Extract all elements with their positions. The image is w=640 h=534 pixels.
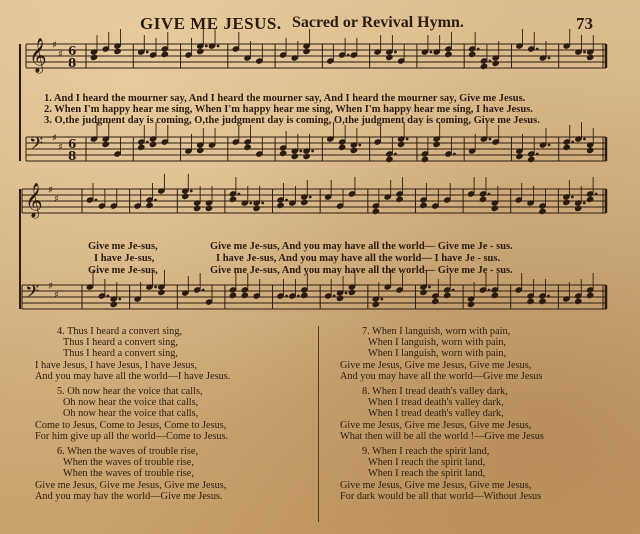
note-head <box>575 293 582 299</box>
note-head <box>194 287 201 293</box>
verse-line: 5. Oh now hear the voice that calls, <box>57 386 203 398</box>
note-head <box>161 51 168 57</box>
note-head <box>587 54 594 60</box>
dot <box>95 199 97 201</box>
verse-line: When I languish, worn with pain, <box>368 337 507 349</box>
note-head <box>587 292 594 298</box>
note-head <box>90 54 97 60</box>
dot <box>347 54 349 56</box>
verses-left-column <box>35 326 230 506</box>
dot <box>107 295 109 297</box>
page-number: 73 <box>576 14 593 33</box>
note-head <box>421 151 428 157</box>
note-head <box>468 301 475 307</box>
note-head <box>563 139 570 145</box>
sharp-icon: ♯ <box>52 133 57 144</box>
note-head <box>244 139 251 145</box>
note-head <box>253 293 260 299</box>
note-head <box>197 147 204 153</box>
note-head <box>396 287 403 293</box>
note-head <box>587 147 594 153</box>
verse-line: Give me Jesus, Give me Jesus, Give me Jesus, <box>340 479 532 491</box>
note-head <box>256 58 263 64</box>
bass-clef-icon: 𝄢 <box>25 282 40 307</box>
dot <box>262 202 264 204</box>
dot <box>298 295 300 297</box>
note-head <box>146 197 153 203</box>
dot <box>477 48 479 50</box>
dot <box>584 138 586 140</box>
note-head <box>515 197 522 203</box>
verse-line: When I tread death's valley dark, <box>368 408 504 420</box>
dot <box>406 138 408 140</box>
note-head <box>539 208 546 214</box>
note-head <box>563 144 570 150</box>
note-head <box>182 193 189 199</box>
system2-lyrics-right <box>210 241 513 277</box>
verse-line: 4. Thus I heard a convert sing, <box>57 326 183 337</box>
note-head <box>161 139 168 145</box>
note-head <box>374 139 381 145</box>
time-signature-top: 6 <box>68 44 77 58</box>
verse-line: When the waves of trouble rise, <box>63 457 194 469</box>
dot <box>489 138 491 140</box>
bass-clef-icon: 𝄢 <box>29 134 44 159</box>
note-head <box>491 292 498 298</box>
note-head <box>149 52 156 58</box>
note-head <box>158 289 165 295</box>
dot <box>202 289 204 291</box>
note-head <box>280 52 287 58</box>
lyric-line-2: 2. When I'm happy hear me sing, When I'm happy hear me sing, When I'm happy hear me sing, I have Jesus. <box>44 104 533 115</box>
dot <box>119 298 121 300</box>
verse-6 <box>35 446 230 502</box>
dot <box>429 286 431 288</box>
note-head <box>280 145 287 151</box>
verse-line: For him give up all the world—Come to Jesus. <box>35 430 229 442</box>
note-head <box>86 197 93 203</box>
dot <box>155 286 157 288</box>
note-head <box>161 46 168 52</box>
note-head <box>229 287 236 293</box>
lyric-line-3: 3. O,the judgment day is coming, O,the judgment day is coming, O,the judgment day is coming, Give me Jesus. <box>44 115 540 126</box>
note-head <box>492 60 499 66</box>
note-head <box>138 144 145 150</box>
note-head <box>433 141 440 147</box>
note-head <box>420 289 427 295</box>
dot <box>489 60 491 62</box>
verse-line: When the waves of trouble rise, <box>63 468 194 480</box>
dot <box>595 193 597 195</box>
note-head <box>114 48 121 54</box>
note-head <box>241 292 248 298</box>
note-head <box>469 46 476 52</box>
note-head <box>229 292 236 298</box>
note-head <box>386 54 393 60</box>
note-head <box>303 153 310 159</box>
note-head <box>575 298 582 304</box>
note-head <box>348 191 355 197</box>
note-head <box>445 46 452 52</box>
verse-line: 7. When I languish, worn with pain, <box>362 326 511 337</box>
note-head <box>527 298 534 304</box>
refrain-lyric-3b: Give me Je-sus, And you may have all the world— Give me Je - sus. <box>210 265 513 276</box>
dot <box>548 144 550 146</box>
note-head <box>110 301 117 307</box>
lyric-line-1: 1. And I heard the mourner say, And I heard the mourner say, And I heard the mourner say, Give me Jesus. <box>44 93 526 104</box>
note-head <box>468 191 475 197</box>
note-head <box>445 151 452 157</box>
verse-line: For dark would be all that world—Without Jesus <box>340 490 542 502</box>
system2-lyrics-left <box>88 241 158 277</box>
note-head <box>528 46 535 52</box>
note-head <box>205 299 212 305</box>
note-head <box>491 205 498 211</box>
dot <box>217 45 219 47</box>
sharp-icon: ♯ <box>48 281 53 292</box>
refrain-lyric-3a: Give me Je-sus, <box>88 265 158 276</box>
note-head <box>244 144 251 150</box>
note-head <box>396 191 403 197</box>
note-head <box>336 203 343 209</box>
dot <box>548 57 550 59</box>
sharp-icon: ♯ <box>52 40 57 51</box>
dot <box>536 153 538 155</box>
note-head <box>516 153 523 159</box>
dot <box>333 295 335 297</box>
note-head <box>420 197 427 203</box>
note-head <box>398 58 405 64</box>
note-head <box>587 191 594 197</box>
dot <box>359 144 361 146</box>
dot <box>536 48 538 50</box>
verse-line: 8. When I tread death's valley dark, <box>362 386 508 398</box>
system1-lyrics <box>44 93 604 126</box>
verse-8 <box>340 386 544 442</box>
note-head <box>386 156 393 162</box>
verse-line: And you may hav the world—Give me Jesus. <box>35 490 223 502</box>
dot <box>571 196 573 198</box>
note-head <box>146 202 153 208</box>
note-head <box>372 208 379 214</box>
refrain-lyric-1a: Give me Je-sus, <box>88 241 158 252</box>
dot <box>572 141 574 143</box>
note-head <box>420 202 427 208</box>
verse-line: And you may have all the world—Give me Jesus <box>340 370 543 382</box>
note-head <box>149 141 156 147</box>
note-head <box>301 199 308 205</box>
verse-line: And you may have all the world—I have Jesus. <box>35 370 231 382</box>
verse-line: Give me Jesus, Give me Jesus, Give me Jesus, <box>340 419 532 431</box>
note-head <box>539 298 546 304</box>
dot <box>548 295 550 297</box>
dot <box>205 45 207 47</box>
note-head <box>339 144 346 150</box>
note-head <box>241 287 248 293</box>
note-head <box>444 197 451 203</box>
note-head <box>339 139 346 145</box>
note-head <box>185 52 192 58</box>
note-head <box>114 151 121 157</box>
note-head <box>336 295 343 301</box>
note-head <box>138 139 145 145</box>
note-head <box>432 203 439 209</box>
dot <box>250 202 252 204</box>
note-head <box>587 287 594 293</box>
note-head <box>480 58 487 64</box>
note-head <box>325 293 332 299</box>
note-head <box>539 203 546 209</box>
note-head <box>492 139 499 145</box>
dot <box>584 51 586 53</box>
dot <box>309 196 311 198</box>
note-head <box>432 293 439 299</box>
note-head <box>539 293 546 299</box>
note-head <box>301 287 308 293</box>
dot <box>190 190 192 192</box>
time-signature-bottom: 8 <box>68 149 77 163</box>
note-head <box>398 141 405 147</box>
note-head <box>303 48 310 54</box>
note-head <box>386 151 393 157</box>
dot <box>345 292 347 294</box>
note-head <box>421 156 428 162</box>
note-head <box>277 293 284 299</box>
note-head <box>229 191 236 197</box>
note-head <box>527 293 534 299</box>
verse-line: 9. When I reach the spirit land, <box>362 446 490 458</box>
verse-line: Give me Jesus, Give me Jesus, Give me Jesus, <box>35 479 227 491</box>
note-head <box>469 51 476 57</box>
refrain-lyric-1b: Give me Je-sus, And you may have all the world— Give me Je - sus. <box>210 241 513 252</box>
dot <box>454 153 456 155</box>
hymn-title: GIVE ME JESUS. <box>140 14 282 33</box>
note-head <box>280 150 287 156</box>
note-head <box>372 301 379 307</box>
verse-line: Oh now hear the voice that calls, <box>63 397 199 409</box>
dot <box>394 153 396 155</box>
verse-line: When I tread death's valley dark, <box>368 397 504 409</box>
note-head <box>396 196 403 202</box>
note-head <box>444 287 451 293</box>
dot <box>286 295 288 297</box>
verse-line: What then will be all the world !—Give me Jesus <box>340 430 544 442</box>
note-head <box>479 191 486 197</box>
dot <box>488 289 490 291</box>
verses-right-column <box>340 326 544 506</box>
note-head <box>528 156 535 162</box>
note-head <box>444 292 451 298</box>
verse-line: When I reach the spirit land, <box>368 468 486 480</box>
note-head <box>102 141 109 147</box>
note-head <box>339 52 346 58</box>
note-head <box>479 196 486 202</box>
dot <box>312 150 314 152</box>
verse-line: I have Jesus, I have Jesus, I have Jesus, <box>35 359 198 371</box>
note-head <box>432 298 439 304</box>
note-head <box>289 293 296 299</box>
note-head <box>348 289 355 295</box>
verse-line: When I reach the spirit land, <box>368 457 486 469</box>
verse-line: Give me Jesus, Give me Jesus, Give me Jesus, <box>340 359 532 371</box>
hymn-subtitle: Sacred or Revival Hymn. <box>292 14 464 31</box>
note-head <box>232 46 239 52</box>
verse-line: Thus I heard a convert sing, <box>63 348 178 360</box>
dot <box>146 141 148 143</box>
note-head <box>98 203 105 209</box>
note-head <box>327 58 334 64</box>
note-head <box>515 287 522 293</box>
note-head <box>575 205 582 211</box>
note-head <box>98 293 105 299</box>
note-head <box>194 205 201 211</box>
verse-line: 6. When the waves of trouble rise, <box>57 446 199 458</box>
verse-7 <box>340 326 544 382</box>
verse-line: Oh now hear the voice that calls, <box>63 408 199 420</box>
note-head <box>291 153 298 159</box>
dot <box>583 202 585 204</box>
sharp-icon: ♯ <box>54 290 59 301</box>
note-head <box>479 287 486 293</box>
note-head <box>229 196 236 202</box>
treble-clef-icon: 𝄞 <box>29 38 47 73</box>
dot <box>286 199 288 201</box>
verse-4 <box>35 326 230 382</box>
dot <box>452 289 454 291</box>
time-signature-bottom: 8 <box>68 56 77 70</box>
note-head <box>528 151 535 157</box>
note-head <box>232 139 239 145</box>
verse-9 <box>340 446 544 502</box>
dot <box>146 51 148 53</box>
time-signature-top: 6 <box>68 137 77 151</box>
note-head <box>277 197 284 203</box>
column-divider <box>318 326 319 522</box>
refrain-lyric-2a: I have Je-sus, <box>94 253 155 264</box>
note-head <box>350 147 357 153</box>
dot <box>238 193 240 195</box>
note-head <box>350 52 357 58</box>
note-head <box>253 205 260 211</box>
note-head <box>301 292 308 298</box>
verse-5 <box>35 386 230 442</box>
note-head <box>491 287 498 293</box>
note-head <box>372 203 379 209</box>
sharp-icon: ♯ <box>54 194 59 205</box>
refrain-lyric-2b: I have Je-sus, And you may have all the world— I have Je - sus. <box>216 253 501 264</box>
dot <box>155 199 157 201</box>
note-head <box>480 63 487 69</box>
dot <box>300 150 302 152</box>
dot <box>430 51 432 53</box>
sharp-icon: ♯ <box>58 142 63 153</box>
sharp-icon: ♯ <box>48 185 53 196</box>
note-head <box>102 46 109 52</box>
dot <box>381 298 383 300</box>
dot <box>394 51 396 53</box>
note-head <box>445 51 452 57</box>
note-head <box>256 151 263 157</box>
note-head <box>205 205 212 211</box>
note-head <box>563 199 570 205</box>
note-head <box>277 202 284 208</box>
note-head <box>110 203 117 209</box>
dot <box>488 193 490 195</box>
sharp-icon: ♯ <box>58 49 63 60</box>
verse-line: Come to Jesus, Come to Jesus, Come to Jesus, <box>35 419 227 431</box>
note-head <box>197 48 204 54</box>
verse-line: When I languish, worn with pain, <box>368 348 507 360</box>
note-head <box>134 203 141 209</box>
verse-line: Thus I heard a convert sing, <box>63 337 178 349</box>
treble-clef-icon: 𝄞 <box>25 183 43 218</box>
note-head <box>587 196 594 202</box>
